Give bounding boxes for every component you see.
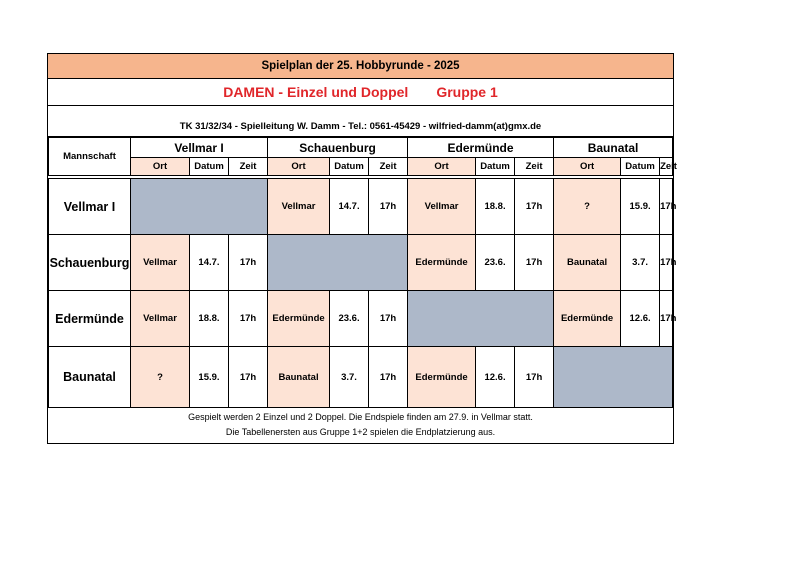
match-ort: Baunatal [554,235,621,291]
match-datum: 15.9. [621,179,660,235]
match-datum: 18.8. [476,179,515,235]
header-ort: Ort [554,158,621,176]
match-zeit: 17h [369,291,408,347]
header-ort: Ort [131,158,190,176]
header-datum: Datum [621,158,660,176]
team-name: Edermünde [49,291,131,347]
footer-notes [48,408,673,443]
header-row-teams [49,138,673,158]
schedule-body [49,138,677,408]
table-row [49,291,673,347]
match-ort: Edermünde [408,235,476,291]
match-datum: 14.7. [190,235,229,291]
spacer-row [48,106,673,116]
header-ort: Ort [408,158,476,176]
match-zeit: 17h [515,347,554,408]
schedule-table [48,137,677,408]
team-name: Schauenburg [49,235,131,291]
contact-info [48,116,673,137]
match-datum: 23.6. [476,235,515,291]
match-ort: Edermünde [408,347,476,408]
table-row [49,235,673,291]
match-datum: 23.6. [330,291,369,347]
match-ort: Vellmar [268,179,330,235]
match-ort: Edermünde [268,291,330,347]
header-team: Vellmar I [131,138,268,158]
team-name: Baunatal [49,347,131,408]
header-datum: Datum [190,158,229,176]
subtitle-left: DAMEN - Einzel und Doppel [223,84,409,100]
match-zeit: 17h [229,291,268,347]
match-zeit: 17h [369,179,408,235]
match-ort: ? [554,179,621,235]
team-name: Vellmar I [49,179,131,235]
match-zeit: 17h [660,291,673,347]
match-datum: 3.7. [330,347,369,408]
page-title [48,54,673,79]
header-row-columns [49,158,673,176]
table-row [49,179,673,235]
match-datum: 18.8. [190,291,229,347]
match-zeit: 17h [660,235,673,291]
header-ort: Ort [268,158,330,176]
self-match-block [408,291,554,347]
schedule-sheet [47,53,677,444]
match-zeit: 17h [369,347,408,408]
self-match-block [268,235,408,291]
header-zeit: Zeit [660,158,673,176]
subtitle-group: Gruppe 1 [436,84,498,100]
match-datum: 3.7. [621,235,660,291]
contact-info-text: TK 31/32/34 - Spielleitung W. Damm - Tel.: 0561-45429 - wilfried-damm(at)gmx.de [179,120,542,132]
match-ort: Vellmar [131,235,190,291]
match-zeit: 17h [515,235,554,291]
footer-line-1: Gespielt werden 2 Einzel und 2 Doppel. Die Endspiele finden am 27.9. in Vellmar statt. [188,412,533,422]
match-ort: Vellmar [131,291,190,347]
match-ort: Vellmar [408,179,476,235]
self-match-block [131,179,268,235]
match-zeit: 17h [660,179,673,235]
match-datum: 12.6. [476,347,515,408]
match-zeit: 17h [229,347,268,408]
self-match-block [554,347,673,408]
header-team: Edermünde [408,138,554,158]
header-zeit: Zeit [515,158,554,176]
match-zeit: 17h [229,235,268,291]
subtitle [48,79,673,106]
match-datum: 14.7. [330,179,369,235]
table-row [49,347,673,408]
match-datum: 12.6. [621,291,660,347]
header-datum: Datum [330,158,369,176]
header-mannschaft: Mannschaft [49,138,131,176]
match-ort: ? [131,347,190,408]
header-datum: Datum [476,158,515,176]
match-zeit: 17h [515,179,554,235]
match-ort: Edermünde [554,291,621,347]
header-team: Schauenburg [268,138,408,158]
title-text: Spielplan der 25. Hobbyrunde - 2025 [261,60,460,72]
header-team: Baunatal [554,138,673,158]
match-datum: 15.9. [190,347,229,408]
header-zeit: Zeit [229,158,268,176]
header-zeit: Zeit [369,158,408,176]
footer-line-2: Die Tabellenersten aus Gruppe 1+2 spielen die Endplatzierung aus. [225,427,496,437]
match-ort: Baunatal [268,347,330,408]
